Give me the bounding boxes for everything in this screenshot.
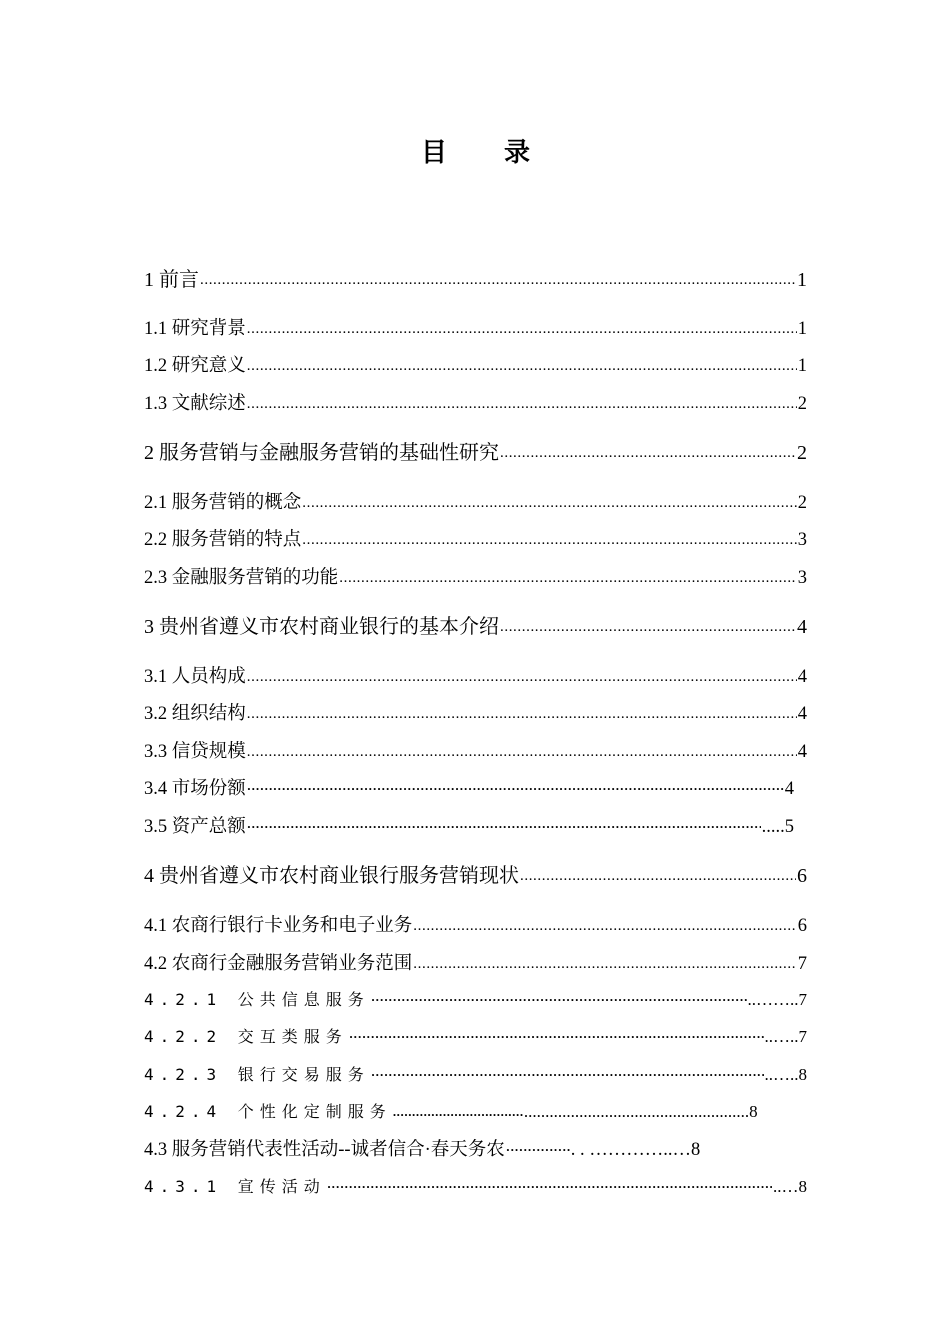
- toc-entry-title: 1.3 文献综述: [144, 394, 246, 414]
- toc-entry-page: ..…..8: [764, 1065, 807, 1084]
- toc-entry-page: 6: [797, 916, 807, 936]
- toc-entry-title: 3.3 信贷规模: [144, 742, 246, 762]
- toc-entry-title: 4.2.1 公共信息服务: [144, 990, 370, 1009]
- toc-entry-title: 4.3 服务营销代表性活动--诚者信合·春天务农: [144, 1140, 505, 1160]
- toc-entry[interactable]: [144, 562, 807, 590]
- toc-leader-dots: [339, 566, 796, 590]
- toc-leader-dots: [247, 777, 784, 801]
- toc-entry[interactable]: [144, 698, 807, 726]
- toc-entry-title: 2.1 服务营销的概念: [144, 493, 302, 513]
- toc-entry[interactable]: [144, 1134, 789, 1162]
- toc-entry-page: ..……..7: [747, 990, 807, 1009]
- toc-entry-page: 4: [797, 616, 807, 638]
- toc-entry-title: 1.1 研究背景: [144, 319, 246, 339]
- toc-entry[interactable]: [144, 910, 807, 938]
- toc-entry-page: 1: [797, 319, 807, 339]
- toc-entry-page: 4: [797, 667, 807, 687]
- toc-leader-dots: [247, 354, 797, 378]
- toc-entry-page: 1: [797, 356, 807, 376]
- toc-entry-page: 2: [797, 442, 807, 464]
- toc-entry-page: 4: [797, 704, 807, 724]
- toc-entry[interactable]: [144, 264, 807, 292]
- toc-entry-page: . . …………..…8: [570, 1140, 701, 1160]
- toc-leader-dots: [247, 317, 797, 341]
- toc-entry[interactable]: [144, 948, 807, 976]
- toc-leader-dots: [247, 815, 761, 839]
- toc-entry-page: ..…8: [773, 1177, 807, 1196]
- toc-entry[interactable]: [144, 487, 807, 515]
- toc-entry-page: 2: [797, 394, 807, 414]
- toc-entry-title: 3.1 人员构成: [144, 667, 246, 687]
- toc-entry-page: 6: [797, 865, 807, 887]
- toc-leader-dots: [247, 665, 797, 689]
- toc-leader-dots: [247, 702, 797, 726]
- toc-entry-title: 3 贵州省遵义市农村商业银行的基本介绍: [144, 616, 499, 638]
- toc-entry-title: 4.3.1 宣传活动: [144, 1177, 326, 1196]
- toc-entry-page: 2: [797, 493, 807, 513]
- toc-leader-dots: [247, 740, 797, 764]
- toc-entry-page: .....5: [761, 817, 794, 837]
- toc-entry[interactable]: [144, 611, 807, 639]
- toc-leader-dots: [302, 528, 796, 552]
- toc-entry-page: .....................................................8: [523, 1102, 758, 1121]
- toc-entry-page: 7: [797, 954, 807, 974]
- toc-leader-dots: [500, 615, 796, 639]
- toc-entry[interactable]: [144, 388, 807, 416]
- toc-entry[interactable]: [144, 1059, 807, 1087]
- toc-leader-dots: [500, 441, 796, 465]
- toc-entry-title: 1.2 研究意义: [144, 356, 246, 376]
- toc-entry-title: 3.4 市场份额: [144, 779, 246, 799]
- toc-leader-dots: [200, 268, 796, 292]
- toc-entry[interactable]: [144, 773, 794, 801]
- toc-entry-title: 4.2 农商行金融服务营销业务范围: [144, 954, 413, 974]
- toc-entry[interactable]: [144, 984, 807, 1012]
- toc-entry[interactable]: [144, 860, 807, 888]
- toc-entry-title: 2.3 金融服务营销的功能: [144, 568, 339, 588]
- toc-leader-dots: [413, 914, 796, 938]
- toc-entry[interactable]: [144, 524, 807, 552]
- toc-entry-title: 2.2 服务营销的特点: [144, 530, 302, 550]
- toc-entry[interactable]: [144, 736, 807, 764]
- toc-leader-dots: [349, 1025, 764, 1049]
- toc-entry[interactable]: [144, 437, 807, 465]
- toc-entry-title: 2 服务营销与金融服务营销的基础性研究: [144, 442, 499, 464]
- toc-entry-page: 4: [784, 779, 794, 799]
- toc-entry-title: 3.5 资产总额: [144, 817, 246, 837]
- toc-entry-title: 4.2.3 银行交易服务: [144, 1065, 370, 1084]
- toc-leader-dots: [393, 1100, 523, 1124]
- toc-entry[interactable]: [144, 661, 807, 689]
- toc-leader-dots: [371, 1063, 764, 1087]
- toc-entry-page: 1: [797, 269, 807, 291]
- toc-leader-dots: [506, 1138, 570, 1162]
- toc-leader-dots: [302, 491, 796, 515]
- toc-leader-dots: [327, 1175, 772, 1199]
- toc-entry-title: 4.2.4 个性化定制服务: [144, 1102, 392, 1121]
- toc-entry[interactable]: [144, 313, 807, 341]
- toc-entry-page: 3: [797, 530, 807, 550]
- toc-entry[interactable]: [144, 811, 794, 839]
- toc-entry[interactable]: [144, 1021, 807, 1049]
- toc-leader-dots: [247, 392, 797, 416]
- toc-entry-page: 3: [797, 568, 807, 588]
- toc-entry-page: ..…..7: [764, 1027, 807, 1046]
- toc-entry-title: 4 贵州省遵义市农村商业银行服务营销现状: [144, 865, 519, 887]
- toc-entry-title: 4.2.2 交互类服务: [144, 1027, 348, 1046]
- toc-entry[interactable]: [144, 1096, 807, 1124]
- toc-entry-title: 1 前言: [144, 269, 199, 291]
- toc-entry-title: 3.2 组织结构: [144, 704, 246, 724]
- toc-leader-dots: [413, 952, 796, 976]
- toc-entry[interactable]: [144, 350, 807, 378]
- page-title: 目 录: [420, 138, 555, 168]
- toc-entry[interactable]: [144, 1171, 807, 1199]
- toc-entry-page: 4: [797, 742, 807, 762]
- toc-leader-dots: [371, 988, 747, 1012]
- toc-entry-title: 4.1 农商行银行卡业务和电子业务: [144, 916, 413, 936]
- toc-leader-dots: [520, 864, 796, 888]
